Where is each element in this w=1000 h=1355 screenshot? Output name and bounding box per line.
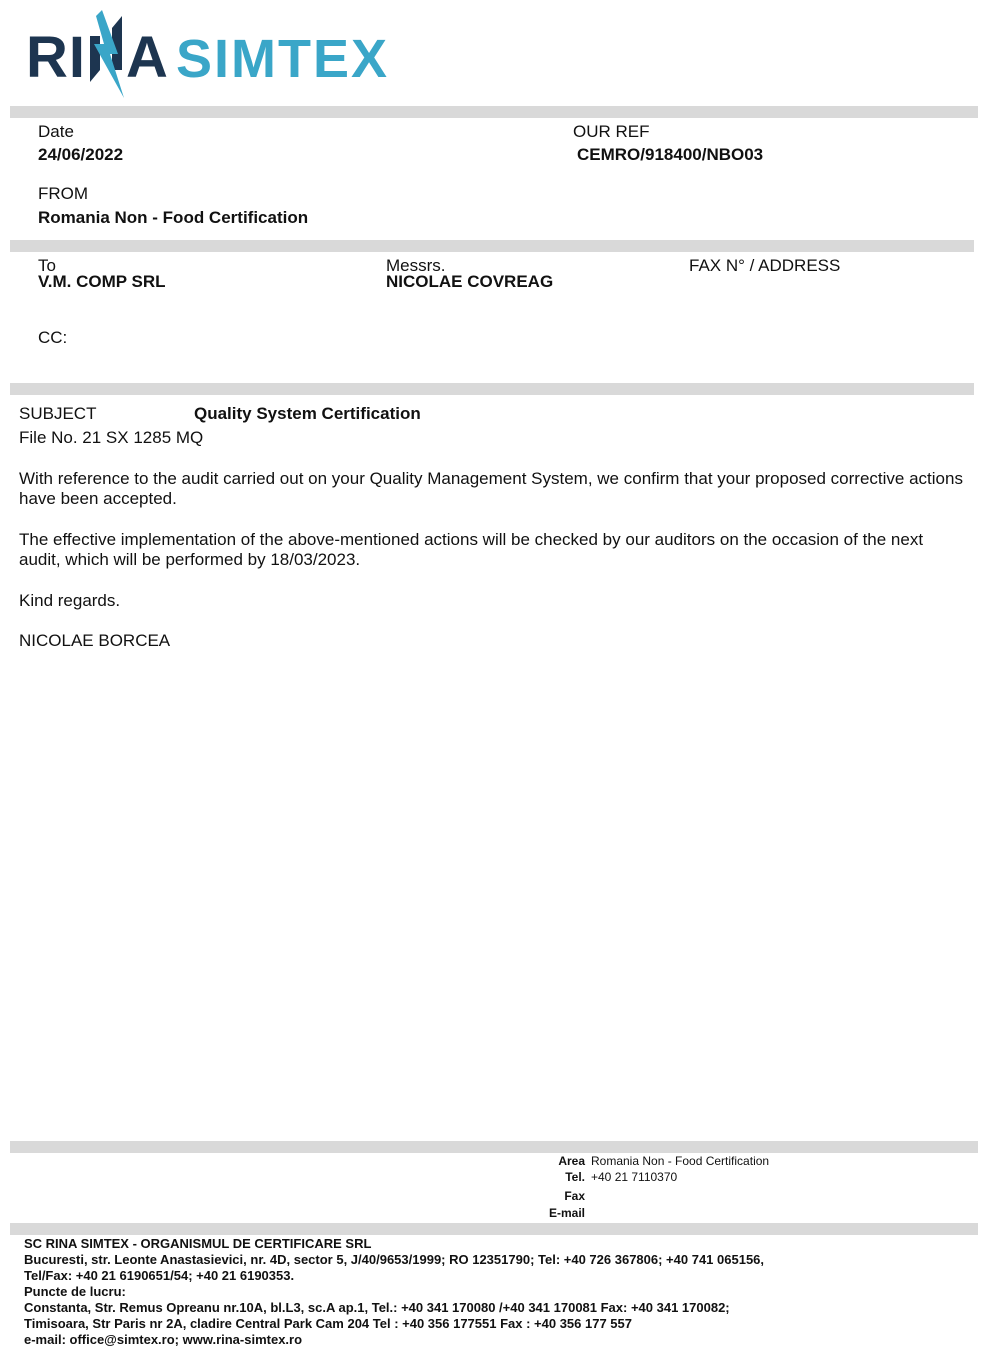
logo-text-rina-part2: A <box>126 25 169 90</box>
to-value: V.M. COMP SRL <box>38 272 166 291</box>
body-paragraph-2: The effective implementation of the above-mentioned actions will be checked by our auditors on the occasion of the next audit, which will be performed by 18/03/2023. <box>19 530 924 569</box>
from-label: FROM <box>38 184 89 203</box>
logo-text-simtex: SIMTEX <box>176 29 390 89</box>
footer-line-work-points: Puncte de lucru: <box>24 1284 126 1299</box>
divider-bar-contact <box>10 1141 978 1153</box>
footer-line-company: SC RINA SIMTEX - ORGANISMUL DE CERTIFICARE SRL <box>24 1236 372 1251</box>
our-ref-label: OUR REF <box>573 122 650 141</box>
tel-label: Tel. <box>565 1170 585 1184</box>
fax-label: Fax <box>564 1189 585 1203</box>
company-footer <box>24 1236 764 1348</box>
company-logo <box>26 10 396 100</box>
fax-address-label: FAX N° / ADDRESS <box>689 256 841 275</box>
divider-bar-footer <box>10 1223 978 1235</box>
divider-bar-recipient <box>10 240 974 252</box>
signature-name: NICOLAE BORCEA <box>19 631 171 650</box>
footer-line-address: Bucuresti, str. Leonte Anastasievici, nr. 4D, sector 5, J/40/9653/1999; RO 12351790; Tel: +40 726 367806; +40 741 065156, <box>24 1252 765 1267</box>
footer-line-email-web: e-mail: office@simtex.ro; www.rina-simtex.ro <box>24 1332 303 1347</box>
logo-text-rina-part1: RI <box>26 25 86 90</box>
messrs-value: NICOLAE COVREAG <box>386 272 554 291</box>
logo-n-lightning-icon <box>84 10 128 100</box>
area-value: Romania Non - Food Certification <box>591 1154 770 1168</box>
date-value: 24/06/2022 <box>38 145 124 164</box>
closing-line: Kind regards. <box>19 591 121 610</box>
tel-value: +40 21 7110370 <box>591 1170 678 1184</box>
subject-label: SUBJECT <box>19 404 97 423</box>
footer-line-constanta: Constanta, Str. Remus Opreanu nr.10A, bl.L3, sc.A ap.1, Tel.: +40 341 170080 /+40 341 170081 Fax: +40 341 170082; <box>24 1300 730 1315</box>
divider-bar-top <box>10 106 978 118</box>
date-label: Date <box>38 122 74 141</box>
footer-line-timisoara: Timisoara, Str Paris nr 2A, cladire Central Park Cam 204 Tel : +40 356 177551 Fax : +40 356 177 557 <box>24 1316 632 1331</box>
messrs-label: Messrs. <box>386 256 446 275</box>
cc-label: CC: <box>38 328 68 347</box>
our-ref-value: CEMRO/918400/NBO03 <box>577 145 764 164</box>
footer-line-telfax: Tel/Fax: +40 21 6190651/54; +40 21 6190353. <box>24 1268 295 1283</box>
to-label: To <box>38 256 56 275</box>
from-value: Romania Non - Food Certification <box>38 208 309 227</box>
body-paragraph-1: With reference to the audit carried out on your Quality Management System, we confirm that your proposed corrective actions have been accepted. <box>19 469 963 508</box>
file-number: File No. 21 SX 1285 MQ <box>19 428 204 447</box>
divider-bar-subject <box>10 383 974 395</box>
area-label: Area <box>558 1154 585 1168</box>
subject-value: Quality System Certification <box>194 404 421 423</box>
email-label: E-mail <box>548 1206 585 1220</box>
